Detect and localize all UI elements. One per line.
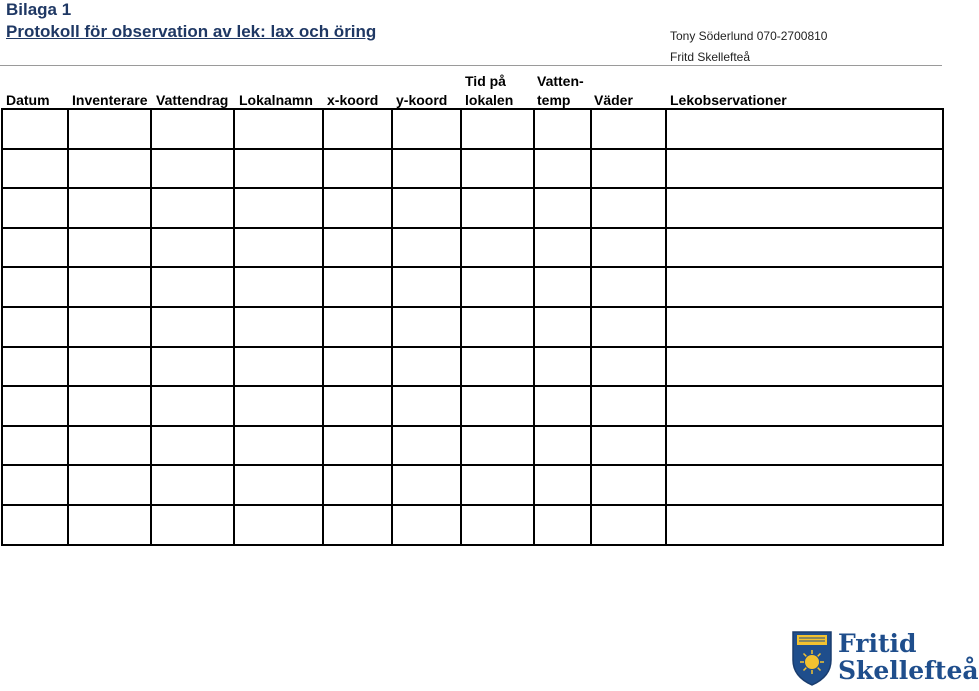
cell-vattendrag[interactable] [151, 307, 234, 347]
column-header-y-koord: y-koord [396, 92, 448, 108]
organization-name: Fritd Skellefteå [670, 50, 751, 64]
cell-vader[interactable] [591, 188, 666, 228]
cell-inventerare[interactable] [68, 307, 151, 347]
cell-vattentemp[interactable] [534, 347, 591, 387]
cell-lekobservationer[interactable] [666, 347, 943, 387]
cell-datum[interactable] [2, 307, 68, 347]
cell-vattentemp[interactable] [534, 228, 591, 268]
cell-y-koord[interactable] [392, 307, 461, 347]
table-row [2, 505, 943, 545]
cell-inventerare[interactable] [68, 426, 151, 466]
annex-label: Bilaga 1 [6, 0, 72, 19]
table-row [2, 228, 943, 268]
cell-inventerare[interactable] [68, 267, 151, 307]
cell-vader[interactable] [591, 465, 666, 505]
column-header-datum: Datum [6, 92, 50, 108]
cell-vattentemp[interactable] [534, 149, 591, 189]
cell-vattendrag[interactable] [151, 426, 234, 466]
logo-line-2: Skellefteå [838, 656, 979, 685]
cell-lekobservationer[interactable] [666, 307, 943, 347]
cell-vattentemp[interactable] [534, 426, 591, 466]
cell-x-koord[interactable] [323, 307, 392, 347]
cell-vattentemp[interactable] [534, 188, 591, 228]
cell-y-koord[interactable] [392, 228, 461, 268]
cell-vattendrag[interactable] [151, 505, 234, 545]
cell-vattentemp[interactable] [534, 307, 591, 347]
column-header-vattentemp-line2: temp [537, 92, 571, 108]
table-row [2, 149, 943, 189]
cell-datum[interactable] [2, 505, 68, 545]
cell-datum[interactable] [2, 109, 68, 149]
cell-inventerare[interactable] [68, 228, 151, 268]
cell-lekobservationer[interactable] [666, 109, 943, 149]
cell-lokalnamn[interactable] [234, 465, 323, 505]
cell-y-koord[interactable] [392, 465, 461, 505]
table-row [2, 307, 943, 347]
cell-tid[interactable] [461, 426, 534, 466]
cell-datum[interactable] [2, 149, 68, 189]
cell-vader[interactable] [591, 109, 666, 149]
logo-wordmark [838, 630, 979, 684]
column-header-inventerare: Inventerare [72, 92, 148, 108]
column-header-lokalnamn: Lokalnamn [239, 92, 313, 108]
cell-vattendrag[interactable] [151, 149, 234, 189]
cell-vader[interactable] [591, 267, 666, 307]
cell-lokalnamn[interactable] [234, 188, 323, 228]
cell-lokalnamn[interactable] [234, 228, 323, 268]
cell-lokalnamn[interactable] [234, 426, 323, 466]
cell-y-koord[interactable] [392, 386, 461, 426]
contact-info: Tony Söderlund 070-2700810 [670, 29, 828, 43]
cell-tid[interactable] [461, 228, 534, 268]
column-header-lekobservationer: Lekobservationer [670, 92, 787, 108]
cell-vattendrag[interactable] [151, 267, 234, 307]
cell-vattendrag[interactable] [151, 228, 234, 268]
table-row [2, 109, 943, 149]
cell-y-koord[interactable] [392, 347, 461, 387]
cell-vattendrag[interactable] [151, 188, 234, 228]
cell-inventerare[interactable] [68, 386, 151, 426]
cell-lekobservationer[interactable] [666, 386, 943, 426]
cell-y-koord[interactable] [392, 505, 461, 545]
cell-vader[interactable] [591, 386, 666, 426]
column-header-vader: Väder [594, 92, 633, 108]
cell-y-koord[interactable] [392, 109, 461, 149]
cell-x-koord[interactable] [323, 347, 392, 387]
cell-x-koord[interactable] [323, 505, 392, 545]
cell-tid[interactable] [461, 307, 534, 347]
table-row [2, 267, 943, 307]
cell-x-koord[interactable] [323, 386, 392, 426]
cell-lekobservationer[interactable] [666, 149, 943, 189]
cell-inventerare[interactable] [68, 465, 151, 505]
cell-tid[interactable] [461, 109, 534, 149]
cell-vattentemp[interactable] [534, 465, 591, 505]
cell-vattentemp[interactable] [534, 386, 591, 426]
cell-vattendrag[interactable] [151, 347, 234, 387]
cell-lekobservationer[interactable] [666, 188, 943, 228]
cell-lekobservationer[interactable] [666, 505, 943, 545]
cell-y-koord[interactable] [392, 149, 461, 189]
cell-x-koord[interactable] [323, 426, 392, 466]
logo-line-1: Fritid [838, 629, 917, 658]
cell-x-koord[interactable] [323, 149, 392, 189]
table-row [2, 465, 943, 505]
cell-tid[interactable] [461, 386, 534, 426]
cell-vader[interactable] [591, 307, 666, 347]
table-row [2, 188, 943, 228]
table-row [2, 386, 943, 426]
cell-y-koord[interactable] [392, 188, 461, 228]
cell-datum[interactable] [2, 386, 68, 426]
cell-x-koord[interactable] [323, 188, 392, 228]
header-divider [0, 65, 942, 66]
column-header-vattendrag: Vattendrag [156, 92, 229, 108]
cell-datum[interactable] [2, 228, 68, 268]
cell-vattentemp[interactable] [534, 109, 591, 149]
cell-vader[interactable] [591, 347, 666, 387]
cell-lokalnamn[interactable] [234, 149, 323, 189]
observation-table [1, 108, 944, 546]
cell-lokalnamn[interactable] [234, 307, 323, 347]
cell-datum[interactable] [2, 465, 68, 505]
table-row [2, 347, 943, 387]
cell-lokalnamn[interactable] [234, 386, 323, 426]
cell-lekobservationer[interactable] [666, 267, 943, 307]
cell-inventerare[interactable] [68, 149, 151, 189]
coat-of-arms-icon [791, 630, 833, 686]
cell-x-koord[interactable] [323, 267, 392, 307]
fritid-skelleftea-logo [791, 629, 979, 686]
cell-tid[interactable] [461, 347, 534, 387]
cell-vader[interactable] [591, 228, 666, 268]
cell-tid[interactable] [461, 188, 534, 228]
cell-y-koord[interactable] [392, 267, 461, 307]
cell-vattendrag[interactable] [151, 465, 234, 505]
cell-lekobservationer[interactable] [666, 426, 943, 466]
cell-x-koord[interactable] [323, 465, 392, 505]
cell-datum[interactable] [2, 426, 68, 466]
cell-tid[interactable] [461, 267, 534, 307]
cell-vattendrag[interactable] [151, 386, 234, 426]
cell-datum[interactable] [2, 188, 68, 228]
cell-tid[interactable] [461, 465, 534, 505]
cell-datum[interactable] [2, 347, 68, 387]
cell-datum[interactable] [2, 267, 68, 307]
cell-vattentemp[interactable] [534, 267, 591, 307]
cell-tid[interactable] [461, 505, 534, 545]
cell-vader[interactable] [591, 505, 666, 545]
table-row [2, 426, 943, 466]
cell-vader[interactable] [591, 149, 666, 189]
cell-inventerare[interactable] [68, 347, 151, 387]
observation-table-body [2, 109, 943, 545]
cell-inventerare[interactable] [68, 505, 151, 545]
cell-vader[interactable] [591, 426, 666, 466]
cell-vattendrag[interactable] [151, 109, 234, 149]
cell-x-koord[interactable] [323, 228, 392, 268]
cell-x-koord[interactable] [323, 109, 392, 149]
column-header-vattentemp-line1: Vatten- [537, 73, 584, 89]
column-header-x-koord: x-koord [327, 92, 379, 108]
page-title: Protokoll för observation av lek: lax och öring [6, 22, 377, 41]
cell-lokalnamn[interactable] [234, 347, 323, 387]
cell-lokalnamn[interactable] [234, 267, 323, 307]
column-header-tid-line2: lokalen [465, 92, 514, 108]
cell-tid[interactable] [461, 149, 534, 189]
cell-lokalnamn[interactable] [234, 505, 323, 545]
column-header-tid-line1: Tid på [465, 73, 506, 89]
cell-lekobservationer[interactable] [666, 228, 943, 268]
cell-lekobservationer[interactable] [666, 465, 943, 505]
cell-vattentemp[interactable] [534, 505, 591, 545]
cell-y-koord[interactable] [392, 426, 461, 466]
cell-lokalnamn[interactable] [234, 109, 323, 149]
cell-inventerare[interactable] [68, 188, 151, 228]
cell-inventerare[interactable] [68, 109, 151, 149]
